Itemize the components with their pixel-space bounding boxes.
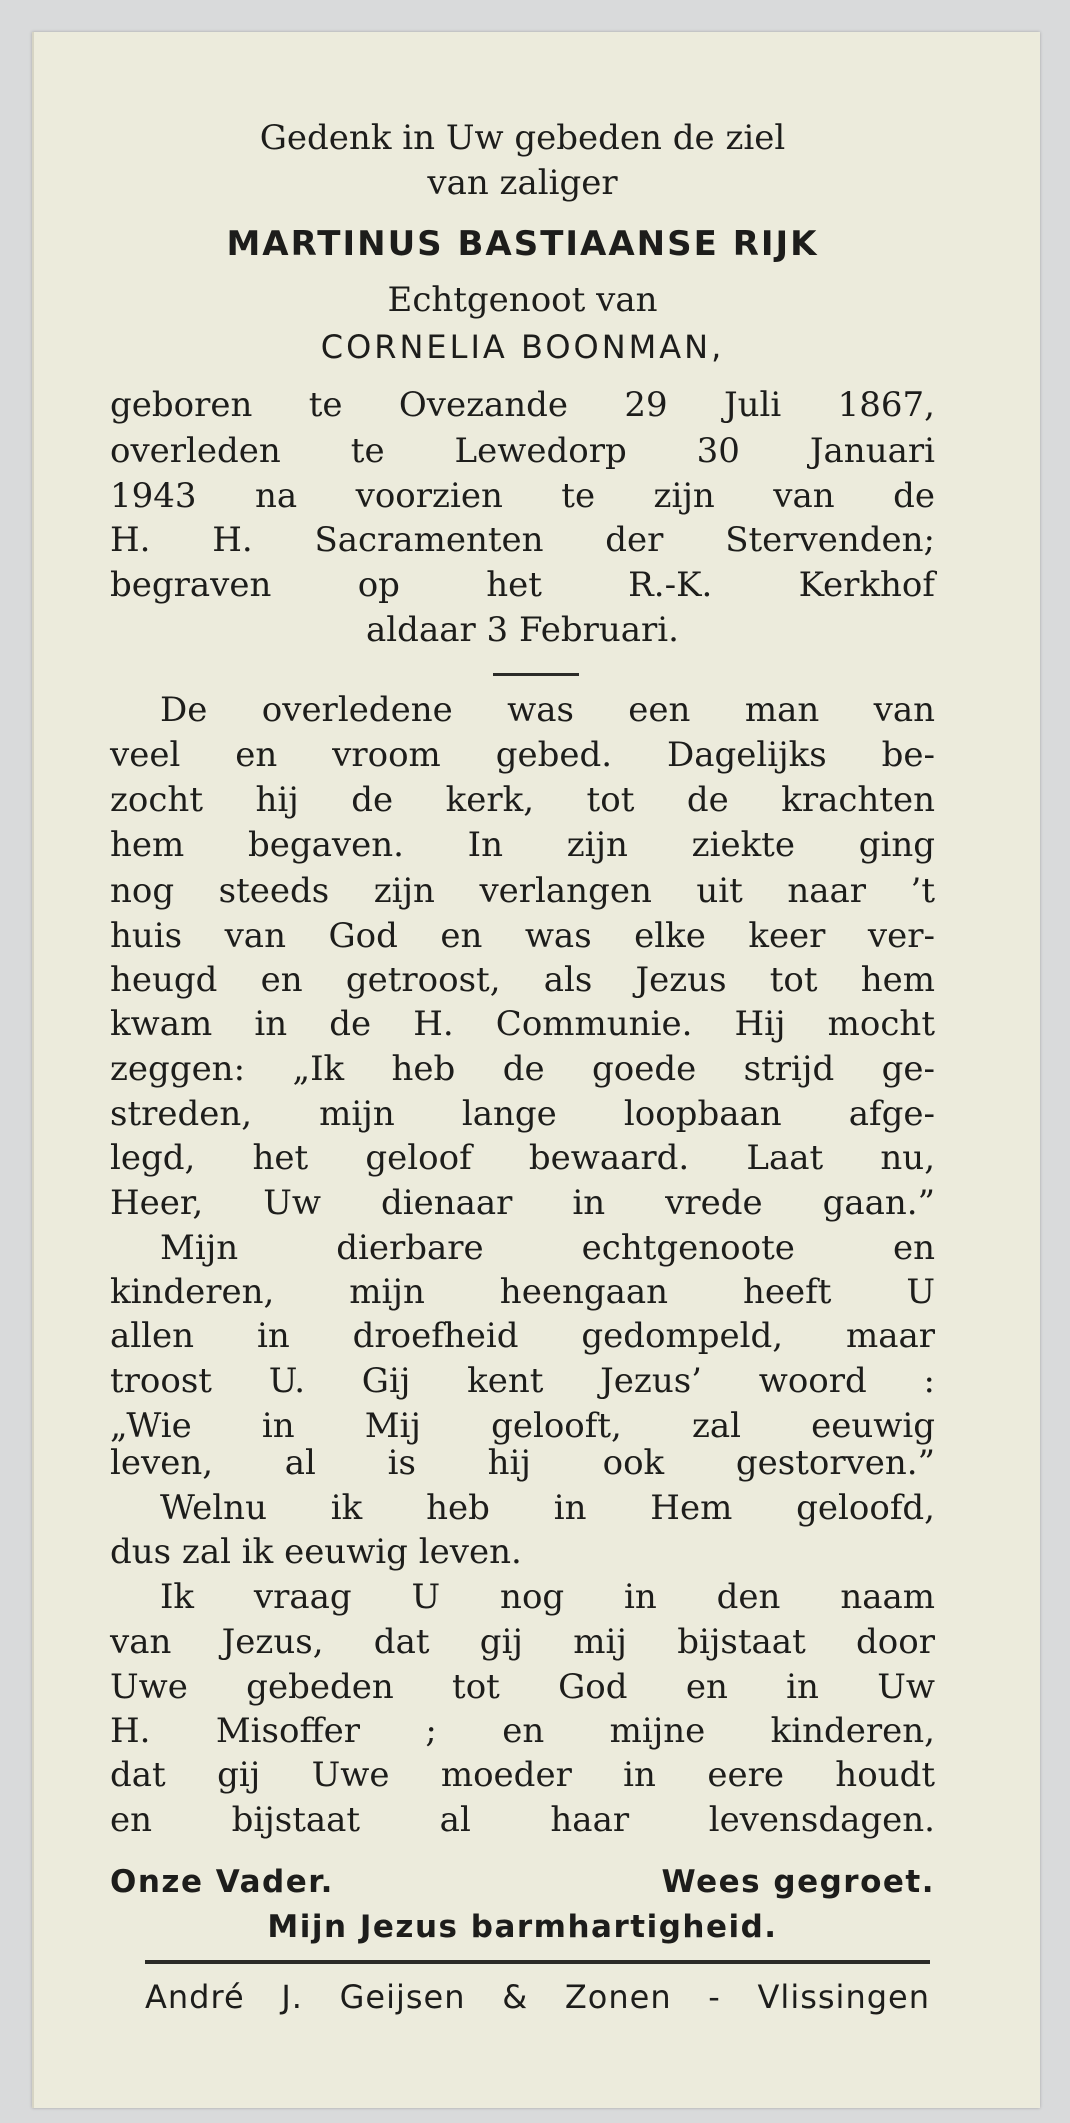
body-line: Mijn dierbare echtgenoote en (160, 1228, 935, 1268)
prayer-wees-gegroet: Wees gegroet. (661, 1864, 935, 1900)
body-line: H. Misoffer ; en mijne kinderen, (110, 1711, 935, 1751)
body-line: huis van God en was elke keer ver- (110, 916, 935, 956)
body-line: kinderen, mijn heengaan heeft U (110, 1272, 935, 1312)
header-line-2: van zaliger (427, 163, 618, 203)
body-line: Heer, Uw dienaar in vrede gaan.” (110, 1183, 935, 1223)
body-line: zocht hij de kerk, tot de krachten (110, 780, 935, 820)
body-line: nog steeds zijn verlangen uit naar ’t (110, 871, 935, 911)
details-line: H. H. Sacramenten der Stervenden; (110, 520, 935, 560)
body-line: en bijstaat al haar levensdagen. (110, 1800, 935, 1840)
body-line: legd, het geloof bewaard. Laat nu, (110, 1138, 935, 1178)
short-divider (493, 673, 579, 676)
body-line: De overledene was een man van (160, 690, 935, 730)
prayer-row (110, 1862, 935, 1902)
body-line: kwam in de H. Communie. Hij mocht (110, 1004, 935, 1044)
footer-divider (145, 1960, 930, 1964)
deceased-name: MARTINUS BASTIAANSE RIJK (226, 224, 819, 264)
details-line: aldaar 3 Februari. (366, 610, 679, 650)
body-line: „Wie in Mij gelooft, zal eeuwig (110, 1406, 935, 1446)
body-line: Ik vraag U nog in den naam (160, 1577, 935, 1617)
body-line: Welnu ik heb in Hem geloofd, (160, 1488, 935, 1528)
details-line: 1943 na voorzien te zijn van de (110, 476, 935, 516)
body-line: van Jezus, dat gij mij bijstaat door (110, 1622, 935, 1662)
details-line: begraven op het R.-K. Kerkhof (110, 565, 935, 605)
body-line: leven, al is hij ook gestorven.” (110, 1443, 935, 1483)
printer-credit: André J. Geijsen & Zonen - Vlissingen (145, 1978, 930, 2016)
body-line: veel en vroom gebed. Dagelijks be- (110, 735, 935, 775)
body-line: allen in droefheid gedompeld, maar (110, 1316, 935, 1356)
header-line-1: Gedenk in Uw gebeden de ziel (259, 118, 786, 158)
body-line: streden, mijn lange loopbaan afge- (110, 1094, 935, 1134)
body-line: heugd en getroost, als Jezus tot hem (110, 960, 935, 1000)
body-line: dat gij Uwe moeder in eere houdt (110, 1755, 935, 1795)
prayer-mijn-jezus: Mijn Jezus barmhartigheid. (267, 1909, 778, 1945)
details-line: overleden te Lewedorp 30 Januari (110, 431, 935, 471)
body-line: dus zal ik eeuwig leven. (110, 1532, 522, 1572)
body-line: hem begaven. In zijn ziekte ging (110, 825, 935, 865)
prayer-onze-vader: Onze Vader. (110, 1864, 334, 1900)
spouse-name: CORNELIA BOONMAN, (320, 328, 725, 366)
details-line: geboren te Ovezande 29 Juli 1867, (110, 385, 935, 425)
body-line: troost U. Gij kent Jezus’ woord : (110, 1361, 935, 1401)
body-line: zeggen: „Ik heb de goede strijd ge- (110, 1049, 935, 1089)
spouse-intro: Echtgenoot van (387, 280, 658, 320)
body-line: Uwe gebeden tot God en in Uw (110, 1667, 935, 1707)
